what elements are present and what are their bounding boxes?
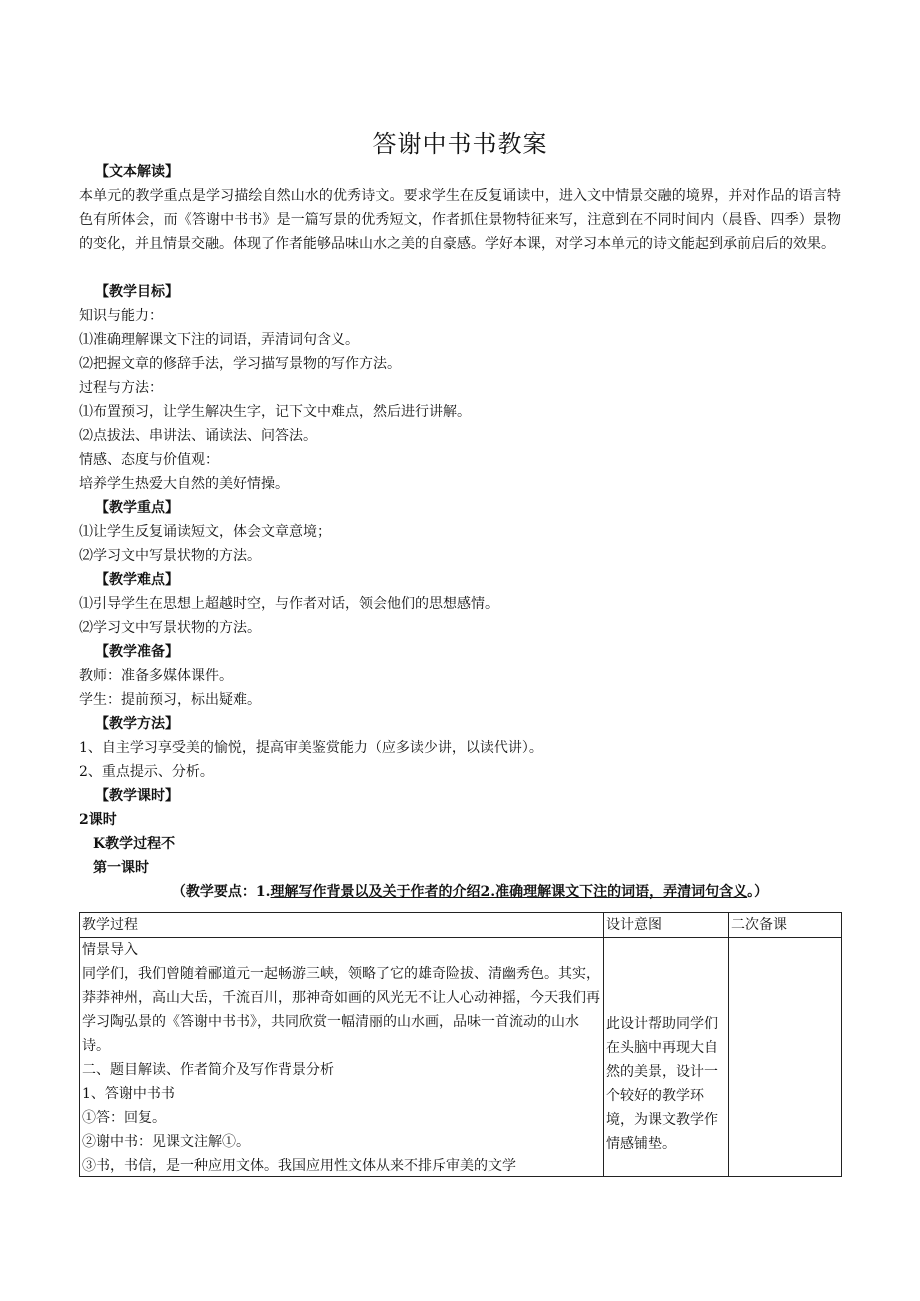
heading-periods: 【教学课时】 bbox=[95, 788, 179, 804]
first-period-heading: 第一课时 bbox=[93, 860, 149, 876]
process-line: ③书，书信，是一种应用文体。我国应用性文体从来不排斥审美的文学 bbox=[82, 1158, 516, 1174]
lesson-note-underlined: 理解写作背景以及关于作者的介绍2.准确理解课文下注的词语，弄清词句含义 bbox=[270, 884, 748, 900]
heading-difficulties: 【教学难点】 bbox=[95, 572, 179, 588]
difficulty-line: ⑴引导学生在思想上超越时空，与作者对话，领会他们的思想感情。 bbox=[79, 596, 499, 612]
text-reading-paragraph: 本单元的教学重点是学习描绘自然山水的优秀诗文。要求学生在反复诵读中，进入文中情景交融的境界，并对作品的语言特色有所体会，而《答谢中书书》是一篇写景的优秀短文，作者抓住景物特征来写，注意到在不同时间内（晨昏、四季）景物的变化，并且情景交融。体现了作者能够品味山水之美的自豪感。学好本课，对学习本单元的诗文能起到承前启后的效果。 bbox=[79, 188, 841, 252]
key-point-line: ⑴让学生反复诵读短文，体会文章意境； bbox=[79, 524, 331, 540]
method-line: 1、自主学习享受美的愉悦，提高审美鉴赏能力（应多读少讲，以读代讲）。 bbox=[79, 740, 543, 756]
objective-line: 过程与方法： bbox=[79, 380, 163, 396]
periods-value: 2课时 bbox=[79, 812, 117, 828]
preparation-line: 教师：准备多媒体课件。 bbox=[79, 668, 233, 684]
lesson-note-prefix: （教学要点：1. bbox=[171, 884, 271, 900]
objective-line: ⑴布置预习，让学生解决生字，记下文中难点，然后进行讲解。 bbox=[79, 404, 471, 420]
table-header-row bbox=[80, 913, 842, 938]
preparation-line: 学生：提前预习，标出疑难。 bbox=[79, 692, 261, 708]
heading-objectives: 【教学目标】 bbox=[95, 284, 179, 300]
process-line: 二、题目解读、作者简介及写作背景分析 bbox=[82, 1062, 334, 1078]
header-teaching-process: 教学过程 bbox=[80, 913, 604, 938]
table-row bbox=[80, 938, 842, 1177]
design-intent-text: 此设计帮助同学们在头脑中再现大自然的美景，设计一个较好的教学环境，为课文教学作情感铺垫。 bbox=[606, 1016, 718, 1152]
second-prep-cell bbox=[729, 938, 842, 1177]
teaching-process-content bbox=[82, 938, 601, 1176]
objective-line: 知识与能力： bbox=[79, 308, 163, 324]
heading-preparation: 【教学准备】 bbox=[95, 644, 179, 660]
method-line: 2、重点提示、分析。 bbox=[79, 764, 214, 780]
objective-line: ⑵点拔法、串讲法、诵读法、问答法。 bbox=[79, 428, 317, 444]
heading-methods: 【教学方法】 bbox=[95, 716, 179, 732]
objective-line: 培养学生热爱大自然的美好情操。 bbox=[79, 476, 289, 492]
header-second-prep: 二次备课 bbox=[729, 913, 842, 938]
document-body bbox=[79, 160, 841, 904]
objective-line: ⑴准确理解课文下注的词语，弄清词句含义。 bbox=[79, 332, 359, 348]
process-heading: K教学过程不 bbox=[93, 836, 176, 852]
lesson-key-points-note bbox=[79, 880, 841, 904]
process-line: 情景导入 bbox=[82, 942, 138, 958]
design-intent-clip bbox=[606, 938, 726, 1176]
key-point-line: ⑵学习文中写景状物的方法。 bbox=[79, 548, 261, 564]
header-design-intent: 设计意图 bbox=[604, 913, 729, 938]
process-line: ②谢中书：见课文注解①。 bbox=[82, 1134, 250, 1150]
objective-line: 情感、态度与价值观： bbox=[79, 452, 219, 468]
process-line: 同学们，我们曾随着郦道元一起畅游三峡，领略了它的雄奇险拔、清幽秀色。其实，莽莽神州，高山大岳，千流百川，那神奇如画的风光无不让人心动神摇，今天我们再学习陶弘景的《答谢中书书》，共同欣赏一幅清丽的山水画，品味一首流动的山水诗。 bbox=[82, 966, 600, 1054]
lesson-note-suffix: 。） bbox=[747, 884, 769, 900]
difficulty-line: ⑵学习文中写景状物的方法。 bbox=[79, 620, 261, 636]
document-title: 答谢中书书教案 bbox=[372, 130, 548, 158]
process-line: 1、答谢中书书 bbox=[82, 1086, 175, 1102]
objective-line: ⑵把握文章的修辞手法，学习描写景物的写作方法。 bbox=[79, 356, 401, 372]
teaching-process-cell bbox=[80, 938, 604, 1177]
process-line: ①答：回复。 bbox=[82, 1110, 166, 1126]
heading-key-points: 【教学重点】 bbox=[95, 500, 179, 516]
design-intent-cell bbox=[604, 938, 729, 1177]
lesson-plan-table bbox=[79, 912, 842, 1177]
heading-text-reading: 【文本解读】 bbox=[95, 164, 179, 180]
